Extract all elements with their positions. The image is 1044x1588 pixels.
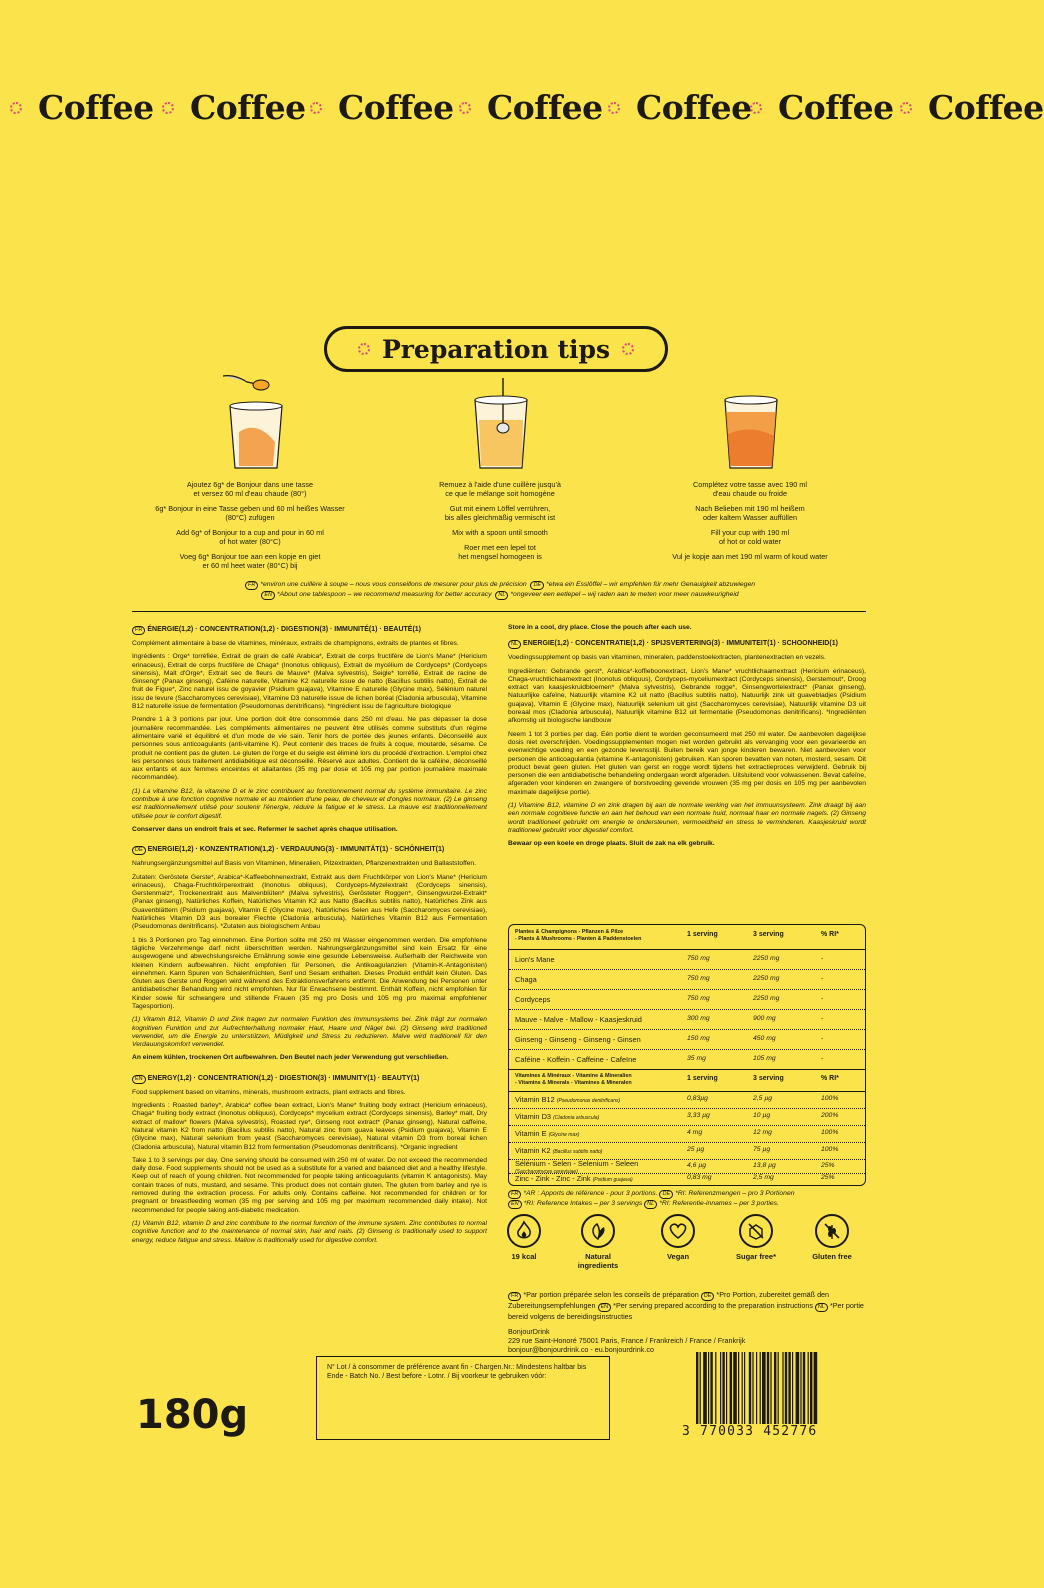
- banner-word: Coffee: [38, 88, 154, 127]
- barcode-bar: [782, 1352, 783, 1432]
- barcode-bar: [700, 1352, 701, 1432]
- prep-step-1: [120, 372, 380, 576]
- step-text-de: Gut mit einem Löffel verrühren, bis alles gleichmäßig vermischt ist: [444, 504, 556, 522]
- barcode-bar: [792, 1352, 793, 1432]
- en-ingredients: Ingredients : Roasted barley*, Arabica* coffee bean extract, Lion's Mane* fruiting body extract (Hericium erinaceus), Chaga* fruiting body extract (Inonotus obliquus), Cordyceps* mycelium extract (Cordyceps sinensis), Barley* malt, Dry extract of mallow* flowers (Malva sylvestris), Roasted rye*, Ginseng root extract* (Panax ginseng), Natural caffeine, Natural vitamin K2 from natto (Bacillus subtilis natto), Natural zinc from guava leaves (Psidium guajava), Vitamin E (Glycine max), Natural selenium from yeast (Saccharomyces cerevisiae), Natural vitamin D3 from boreal lichen (Cladonia arbuscula), Natural vitamin B12 from fermentation (Pseudomonas denitrificans). *Organic ingredient: [132, 1102, 487, 1151]
- table-row: Sélénium - Selen - Selenium - Seleen (Saccharomyces cerevisiae) 4,6 µg 13,8 µg 25%: [515, 1159, 835, 1175]
- table-row: Vitamin D3 (Cladonia arbuscula) 3,33 µg 10 µg 200%: [515, 1112, 839, 1121]
- lang-badge: NL: [495, 591, 508, 600]
- barcode-bar: [752, 1352, 753, 1432]
- prep-step-2: [370, 372, 630, 567]
- banner-item: [162, 88, 306, 127]
- barcode-bar: [708, 1352, 709, 1432]
- left-text-column: [132, 624, 487, 1250]
- en-intro: Food supplement based on vitamins, minerals, mushroom extracts, plant extracts and fibres.: [132, 1088, 406, 1096]
- table-row: Vitamin E (Glycine max) 4 mg 12 mg 100%: [515, 1129, 839, 1138]
- barcode-bar: [785, 1352, 787, 1432]
- company-contact: bonjour@bonjourdrink.co - eu.bonjourdrink.co: [508, 1345, 654, 1354]
- cup-stir-icon: [445, 372, 555, 472]
- ri-notes: FR *AR : Apports de référence - pour 3 portions. DE *RI: Referenzmengen – pro 3 Portionen EN *RI: Reference Intakes – per 3 servings NL *RI: Referentie-innames – per 3 porties.: [508, 1189, 868, 1209]
- sun-icon: [459, 102, 471, 114]
- footnote-nl: *ongeveer een eetlepel – wij raden aan te meten voor meer nauwkeurigheid: [510, 591, 739, 598]
- table-row: Caféine - Koffein - Caffeine - Cafeïne 35 mg 105 mg -: [515, 1055, 824, 1064]
- banner-word: Coffee: [636, 88, 752, 127]
- lang-badge: DE: [530, 581, 544, 590]
- measure-footnote: [0, 580, 1000, 600]
- table-row: Cordyceps 750 mg 2250 mg -: [515, 995, 824, 1004]
- banner-item: [459, 88, 603, 127]
- preparation-tips-title: Preparation tips: [381, 334, 611, 364]
- table-row: Mauve - Malve - Mallow - Kaasjeskruid 300 mg 900 mg -: [515, 1015, 824, 1024]
- de-storage: An einem kühlen, trockenen Ort aufbewahren. Den Beutel nach jeder Verwendung gut verschließen.: [132, 1054, 449, 1062]
- sun-icon: [622, 343, 634, 355]
- banner-word: Coffee: [928, 88, 1044, 127]
- step-text-en: Mix with a spoon until smooth: [452, 528, 548, 537]
- lot-text: N° Lot / à consommer de préférence avant fin - Chargen.Nr.: Mindestens haltbar bis Ende - Batch No. / Best before - Lotnr. / Bij voorkeur te gebruiken vóór:: [327, 1364, 587, 1380]
- barcode-bar: [762, 1352, 766, 1432]
- fr-storage: Conserver dans un endroit frais et sec. Refermer le sachet après chaque utilisation.: [132, 825, 398, 833]
- fr-intro: Complément alimentaire à base de vitamines, minéraux, extraits de champignons, extraits de plantes et fibres.: [132, 640, 459, 647]
- banner-word: Coffee: [778, 88, 894, 127]
- nl-usage: Neem 1 tot 3 porties per dag. Eén portie dient te worden geconsumeerd met 250 ml water. De aanbevolen dagelijkse dosis niet overschrijden. Voedingssupplementen mogen niet worden gebruikt als vervanging voor een gevarieerde en evenwichtige voeding en een gezonde levensstijl. Buiten bereik van jonge kinderen bewaren. Niet aanbevolen voor personen die anticoagulantia (vitamine K-antagonisten) gebruiken. Kan sporen bevatten van noten, mosterd, sesam. Dit product bevat geen gluten. Het gluten van gerst en rogge wordt tijdens het extractieproces verwijderd. Gebruik bij personen die een antidiabetische behandeling ondergaan wordt afgeraden. Uitsluitend voor volwassenen. Bevat cafeïne, afgeraden voor kinderen en zwangere of borstvoeding gevende vrouwen (35 mg per dosis en 105 mg per aanbevolen maximale dagelijkse portie).: [508, 730, 866, 796]
- step-text-fr: Ajoutez 6g* de Bonjour dans une tasse et versez 60 ml d'eau chaude (80°): [186, 480, 314, 498]
- nutrition-table: [508, 924, 866, 1186]
- step-text-en: Fill your cup with 190 ml of hot or cold water: [710, 528, 790, 546]
- barcode-bar: [730, 1352, 732, 1432]
- barcode-bar: [796, 1352, 800, 1432]
- table-row: Zinc - Zink - Zinc - Zink (Psidium guajava) 0,83 mg 2,5 mg 25%: [515, 1174, 835, 1183]
- table-header-vitamins: Vitamines & Minéraux - Vitamine & Mineralien - Vitamins & Minerals - Vitamines & Mineralen 1 serving 3 serving % RI*: [515, 1073, 839, 1086]
- nl-claims: (1) Vitamine B12, vitamine D en zink dragen bij aan de normale werking van het immuunsysteem. Zink draagt bij aan een normale cognitieve functie en aan het behoud van een normale huid, normaal haar en normale nagels. (2) Ginseng wordt traditioneel gebruikt om energie te ondersteunen, vermoeidheid en stress te verminderen. Kaasjeskruid wordt traditioneel gebruikt voor digestief comfort.: [508, 802, 866, 834]
- footnote-de: *etwa ein Esslöffel – wir empfehlen für mehr Genauigkeit abzuwiegen: [546, 581, 756, 588]
- table-row: Lion's Mane 750 mg 2250 mg -: [515, 955, 824, 964]
- en-claims: (1) Vitamin B12, vitamin D and zinc contribute to the normal function of the immune system. Zinc contributes to normal cognitive function and to the maintenance of normal skin, hair and nails. (2) Ginseng is traditionally used to support energy, reduce fatigue and stress. Mallow is traditionally used for digestive comfort.: [132, 1219, 487, 1244]
- table-row: Vitamin K2 (Bacillus subtilis natto) 25 µg 75 µg 100%: [515, 1146, 839, 1155]
- banner-item: [310, 88, 454, 127]
- net-weight: 180g: [136, 1392, 249, 1438]
- sun-icon: [162, 102, 174, 114]
- prep-step-3: [620, 372, 880, 567]
- step-text-en: Add 6g* of Bonjour to a cup and pour in 60 ml of hot water (80°C): [176, 528, 324, 546]
- en-storage: Store in a cool, dry place. Close the pouch after each use.: [508, 624, 692, 631]
- lang-badge: NL: [815, 1303, 828, 1312]
- lang-badge: FR: [508, 1292, 521, 1301]
- sun-icon: [608, 102, 620, 114]
- step-text-fr: Remuez à l'aide d'une cuillère jusqu'à ce que le mélange soit homogène: [439, 480, 561, 498]
- banner-item: [900, 88, 1044, 127]
- preparation-tips-header: [324, 326, 668, 372]
- lang-badge: FR: [245, 581, 258, 590]
- en-usage: Take 1 to 3 servings per day. One serving should be consumed with 250 ml of water. Do not exceed the recommended daily dose. Food supplements should not be used as a substitute for a varied and balanced diet and a healthy lifestyle. Keep out of reach of young children. Not recommended for people taking anticoagulants (vitamin K antagonists). May contain traces of nuts, mustard, and sesame. This product does not contain gluten. The gluten from barley and rye is removed during the extraction process. For adults only. Contains caffeine. Not recommended for children or for pregnant or breastfeeding women (35 mg per serving and 105 mg per maximum recommended daily intake). Not recommended for people taking anti-diabetic medication.: [132, 1156, 487, 1214]
- barcode-bar: [774, 1352, 776, 1432]
- serving-notes: FR *Par portion préparée selon les conseils de préparation DE *Pro Portion, zubereitet gemäß den Zubereitungsempfehlungen EN *Per serving prepared according to the preparation instructions NL *Per portie bereid volgens de bereidingsinstructies BonjourDrink 229 rue Saint-Honoré 75001 Paris, France / Frankreich / France / Frankrijk bonjour@bonjourdrink.co - eu.bonjourdrink.co: [508, 1290, 868, 1354]
- vegan-heart-icon: [661, 1214, 695, 1248]
- cup-full-icon: [695, 372, 805, 472]
- barcode-bar: [696, 1352, 698, 1432]
- step-text-de: Nach Belieben mit 190 ml heißem oder kaltem Wasser auffüllen: [695, 504, 805, 522]
- barcode-bar: [720, 1352, 721, 1432]
- lot-box: [316, 1356, 610, 1440]
- de-usage: 1 bis 3 Portionen pro Tag einnehmen. Eine Portion sollte mit 250 ml Wasser eingenommen werden. Die empfohlene tägliche Verzehrmenge darf nicht überschritten werden. Nahrungsergänzungsmittel sind kein Ersatz für eine ausgewogene und abwechslungsreiche Ernährung sowie eine gesunde Lebensweise. Außerhalb der Reichweite von kleinen Kindern aufbewahren. Nicht empfohlen für Personen, die Antikoagulanzien (Vitamin-K-Antagonisten) einnehmen. Kann Spuren von Schalenfrüchten, Senf und Sesam enthalten. Dieses Produkt enthält kein Gluten. Das Gluten aus Gerste und Roggen wird während des Extraktionsverfahrens entfernt. Die Anwendung bei Personen unter antidiabetischer Behandlung wird nicht empfohlen. Nur für Erwachsene bestimmt. Enthält Koffein, nicht empfohlen für Kinder sowie für schwangere und stillende Frauen (35 mg pro Dosis und 105 mg pro maximal empfohlener Tagesportion).: [132, 936, 487, 1010]
- barcode-bar: [703, 1352, 707, 1432]
- fr-claims: (1) La vitamine B12, la vitamine D et le zinc contribuent au fonctionnement normal du système immunitaire. Le zinc contribue à une fonction cognitive normale et au maintien d'une peau, de cheveux et d'ongles normaux. (2) Le ginseng est traditionnellement utilisé pour soutenir l'énergie, réduire la fatigue et le stress. La mauve est traditionnellement utilisée pour le confort digestif.: [132, 787, 487, 820]
- coffee-banner: [0, 88, 1044, 144]
- barcode-bar: [800, 1352, 801, 1432]
- step-text-nl: Vul je kopje aan met 190 ml warm of koud water: [672, 552, 828, 561]
- de-ingredients: Zutaten: Geröstete Gerste*, Arabica*-Kaffeebohnenextrakt, Extrakt aus dem Fruchtkörper von Lion's Mane* (Hericium erinaceus), Chaga-Fruchtkörperextrakt (Inonotus obliquus), Cordyceps-Myzelextrakt (Cordyceps sinensis), Gerstenmalz*, Trockenextrakt aus Malvenblüten* (Malva sylvestris), Gerösteter Roggen*, Ginsengwurzel-Extrakt* (Panax ginseng), Natürliches Koffein, Natürliches Vitamin K2 aus Natto (Bacillus subtilis natto), Natürliches Zink aus Guavenblättern (Psidium guajava), Vitamin E (Glycine max), Natürliches Selen aus Hefe (Saccharomyces cerevisiae), Natürliches Vitamin D3 aus borealer Flechte (Cladonia arbuscula), Natürliches Vitamin B12 aus Fermentation (Pseudomonas denitrificans). *Zutaten aus biologischem Anbau: [132, 873, 487, 931]
- barcode-bar: [760, 1352, 761, 1432]
- right-text-column: [508, 624, 866, 854]
- sun-icon: [310, 102, 322, 114]
- fr-header: FR ÉNERGIE(1,2) · CONCENTRATION(1,2) · DIGESTION(3) · IMMUNITÉ(1) · BEAUTÉ(1): [132, 626, 487, 635]
- barcode-bar: [749, 1352, 751, 1432]
- feature-vegan: Vegan: [648, 1214, 708, 1261]
- barcode-bar: [808, 1352, 809, 1432]
- table-row: Ginseng - Ginseng - Ginseng - Ginsen 150 mg 450 mg -: [515, 1035, 824, 1044]
- flame-icon: [507, 1214, 541, 1248]
- lang-badge: DE: [132, 846, 146, 855]
- de-claims: (1) Vitamin B12, Vitamin D und Zink tragen zur normalen Funktion des Immunsystems bei. Zink trägt zur normalen kognitiven Funktion und zur Aufrechterhaltung normaler Haut, Haare und Nägel bei. (2) Ginseng wird traditionell verwendet, um die Energie zu unterstützen, Müdigkeit und Stress zu reduzieren. Malve wird traditionell für den Verdauungskomfort verwendet.: [132, 1016, 487, 1049]
- fr-ingredients: Ingrédients : Orge* torréfiée, Extrait de grain de café Arabica*, Extrait de corps fructifère de Lion's Mane* (Hericium erinaceus), Extrait de corps fructifère de Chaga* (Inonotus obliquus), Extrait de mycélium de Cordyceps* (Cordyceps sinensis), Malt d'Orge*, Extrait sec de fleurs de Mauve* (Malva sylvestris), Seigle* torréfié, Extrait de racine de Ginseng* (Panax ginseng), Caféine naturelle, Vitamine K2 naturelle issue de natto (Bacillus subtilis natto), Extrait de fruit de Figue*, Zinc naturel issu de goyavier (Psidium guajava), Vitamine E naturelle (Glycine max), Sélénium naturel issu de levure (Saccharomyces cerevisiae), Vitamine D3 naturelle issue de lichen boréal (Cladonia arbuscula), Vitamine B12 naturelle issue de fermentation (Pseudomonas denitrificans). *Ingrédient issu de l'agriculture biologique: [132, 653, 487, 711]
- barcode-bar: [715, 1352, 716, 1432]
- step-text-de: 6g* Bonjour in eine Tasse geben und 60 ml heißes Wasser (80°C) zufügen: [155, 504, 345, 522]
- lang-badge: EN: [132, 1075, 146, 1084]
- nl-header: NL ENERGIE(1,2) · CONCENTRATIE(1,2) · SPIJSVERTERING(3) · IMMUNITEIT(1) · SCHOONHEID(1): [508, 640, 866, 649]
- lang-badge: FR: [508, 1190, 521, 1199]
- barcode-bar: [726, 1352, 727, 1432]
- sugar-free-icon: [739, 1214, 773, 1248]
- company-address: 229 rue Saint-Honoré 75001 Paris, France / Frankreich / France / Frankrijk: [508, 1336, 746, 1345]
- cup-spoon-pour-icon: [195, 372, 305, 472]
- barcode-bar: [722, 1352, 724, 1432]
- barcode-bar: [744, 1352, 745, 1432]
- barcode-bar: [733, 1352, 737, 1432]
- barcode-bar: [770, 1352, 771, 1432]
- lang-badge: DE: [659, 1190, 673, 1199]
- feature-natural: Natural ingredients: [568, 1214, 628, 1270]
- step-text-nl: Roer met een lepel tot het mengsel homogeen is: [458, 543, 542, 561]
- lang-badge: FR: [132, 626, 145, 635]
- feature-kcal: 19 kcal: [494, 1214, 554, 1261]
- sun-icon: [900, 102, 912, 114]
- en-header: EN ENERGY(1,2) · CONCENTRATION(1,2) · DIGESTION(3) · IMMUNITY(1) · BEAUTY(1): [132, 1075, 487, 1084]
- barcode-bar: [710, 1352, 712, 1432]
- lang-badge: NL: [644, 1200, 657, 1209]
- barcode-bar: [788, 1352, 790, 1432]
- barcode-number: 3 770033 452776: [682, 1424, 854, 1439]
- banner-word: Coffee: [338, 88, 454, 127]
- lang-badge: DE: [701, 1292, 715, 1301]
- banner-item: [750, 88, 894, 127]
- section-divider: [132, 611, 866, 612]
- fr-usage: Prendre 1 à 3 portions par jour. Une portion doit être consommée dans 250 ml d'eau. Ne pas dépasser la dose journalière recommandée. Les compléments alimentaires ne peuvent être utilisés comme substituts d'un régime alimentaire varié et équilibré et d'un mode de vie sain. Tenir hors de portée des jeunes enfants. Déconseillé aux personnes sous anticoagulants (anti-vitamine K). Peut contenir des traces de fruits à coque, moutarde, sésame. Ce produit ne contient pas de gluten. Le gluten de l'orge et du seigle est éliminé lors du procédé d'extraction. L'emploi chez les personnes sous traitement antidiabétique est déconseillé. Réservé aux adultes. Contient de la caféine, déconseillé aux enfants et aux femmes enceintes et allaitantes (35 mg par dose et 105 mg par portion journalière maximale recommandée).: [132, 716, 487, 782]
- banner-item: [608, 88, 752, 127]
- barcode-bar: [767, 1352, 769, 1432]
- step-text-nl: Voeg 6g* Bonjour toe aan een kopje en giet er 60 ml heet water (80°C) bij: [179, 552, 321, 570]
- table-row: Vitamin B12 (Pseudomonas denitrificans) 0,83µg 2,5 µg 100%: [515, 1095, 839, 1104]
- banner-word: Coffee: [190, 88, 306, 127]
- banner-word: Coffee: [487, 88, 603, 127]
- table-header-plants: Plantes & Champignons - Pflanzen & Pilze - Plants & Mushrooms - Planten & Paddenstoelen 1 serving 3 serving % RI*: [515, 929, 839, 942]
- step-text-fr: Complétez votre tasse avec 190 ml d'eau chaude ou froide: [693, 480, 807, 498]
- de-intro: Nahrungsergänzungsmittel auf Basis von Vitaminen, Mineralien, Pilzextrakten, Pflanzenextrakten und Ballaststoffen.: [132, 860, 476, 868]
- barcode-bar: [742, 1352, 743, 1432]
- table-row: Chaga 750 mg 2250 mg -: [515, 975, 824, 984]
- barcode-bar: [803, 1352, 805, 1432]
- company-name: BonjourDrink: [508, 1327, 550, 1336]
- footnote-fr: *environ une cuillère à soupe – nous vous conseillons de mesurer pour plus de précision: [260, 581, 527, 588]
- lang-badge: EN: [598, 1303, 612, 1312]
- nl-ingredients: Ingrediënten: Gebrande gerst*, Arabica*-koffieboonextract, Lion's Mane* vruchtlichaamextract (Hericium erinaceus), Chaga-vruchtlichaamextract (Inonotus obliquus), Cordyceps-myceliumextract (Cordyceps sinensis), Gerstemout*, Droog extract van kaasjeskruidbloemen* (Malva sylvestris), Gebrande rogge*, Ginsengwortelextract* (Panax ginseng), Natuurlijke cafeïne, Natuurlijk vitamine K2 uit natto (Bacillus subtilis natto), Natuurlijk zink uit guavebladjes (Psidium guajava), Vitamin E (Glycine max), Natuurlijk selenium uit gist (Saccharomyces cerevisiae), Natuurlijk vitamine D3 uit boreaal mos (Cladonia arbuscula), Natuurlijk vitamine B12 uit fermentatie (Pseudomonas denitrificans). *Ingrediënten afkomstig uit biologische landbouw: [508, 667, 866, 725]
- nl-intro: Voedingssupplement op basis van vitaminen, mineralen, paddenstoelextracten, plantenextracten en vezels.: [508, 654, 826, 662]
- barcode-bar: [738, 1352, 739, 1432]
- sun-icon: [750, 102, 762, 114]
- barcode-bar: [814, 1352, 818, 1432]
- de-header: DE ENERGIE(1,2) · KONZENTRATION(1,2) · VERDAUUNG(3) · IMMUNITÄT(1) · SCHÖNHEIT(1): [132, 846, 487, 855]
- gluten-free-icon: [815, 1214, 849, 1248]
- sun-icon: [358, 343, 370, 355]
- feature-gluten-free: Gluten free: [802, 1214, 862, 1261]
- sun-icon: [10, 102, 22, 114]
- feature-sugar-free: Sugar free*: [726, 1214, 786, 1261]
- lang-badge: EN: [508, 1200, 522, 1209]
- lang-badge: EN: [261, 591, 275, 600]
- leaves-icon: [581, 1214, 615, 1248]
- barcode-bar: [756, 1352, 757, 1432]
- barcode-bar: [778, 1352, 779, 1432]
- nl-storage: Bewaar op een koele en droge plaats. Sluit de zak na elk gebruik.: [508, 840, 715, 848]
- barcode-bar: [810, 1352, 812, 1432]
- footnote-en: *About one tablespoon – we recommend measuring for better accuracy: [276, 591, 492, 598]
- lang-badge: NL: [508, 640, 521, 649]
- banner-item: [10, 88, 154, 127]
